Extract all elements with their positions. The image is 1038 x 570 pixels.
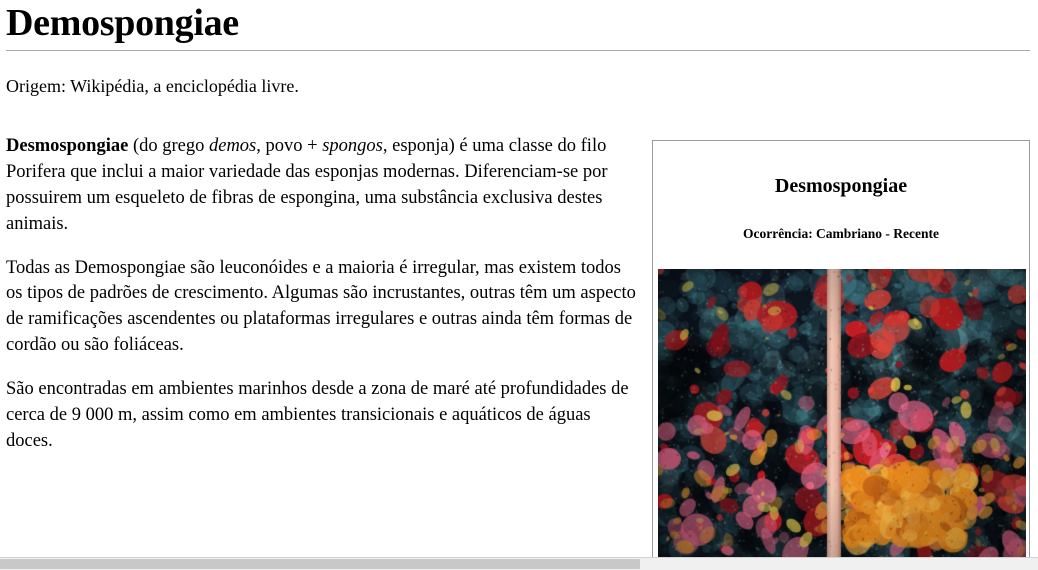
lead-text-1: (do grego	[128, 136, 209, 156]
taxobox-title: Desmospongiae	[774, 175, 908, 197]
lead-text-3: , esponja) é uma classe do filo Porifera que inclui a maior variedade das esponjas modernas. Diferenciam-se por possuirem um esqueleto de fibras de espongina, uma substância exclusiva destes animais.	[6, 136, 608, 234]
sponge-reef-photo	[658, 269, 1026, 561]
taxobox	[652, 140, 1030, 564]
paragraph-habitat: São encontradas em ambientes marinhos desde a zona de maré até profundidades de cerca de 9 000 m, assim como em ambientes transicionais e aquáticos de águas doces.	[6, 379, 629, 451]
article-origin: Origem: Wikipédia, a enciclopédia livre.	[6, 75, 299, 96]
paragraph-lead	[6, 134, 636, 238]
taxobox-occurrence: Ocorrência: Cambriano - Recente	[742, 226, 940, 241]
page-title: Demospongiae	[6, 2, 239, 44]
title-divider	[6, 50, 1030, 51]
taxobox-image	[658, 269, 1026, 561]
greek-term-demos: demos	[208, 136, 257, 156]
scrollbar-thumb[interactable]	[0, 559, 640, 569]
lead-term: Desmospongiae	[6, 136, 129, 156]
horizontal-scrollbar[interactable]	[0, 557, 1038, 570]
lead-text-2: , povo +	[256, 136, 323, 156]
article-page	[0, 4, 1038, 570]
article-body	[6, 134, 636, 473]
greek-term-spongos: spongos	[322, 136, 383, 156]
paragraph-growth: Todas as Demospongiae são leuconóides e a maioria é irregular, mas existem todos os tipos de padrões de crescimento. Algumas são incrustantes, outras têm um aspecto de ramificações ascendentes ou plataformas irregulares e outras ainda têm formas de cordão ou são foliáceas.	[6, 257, 636, 356]
